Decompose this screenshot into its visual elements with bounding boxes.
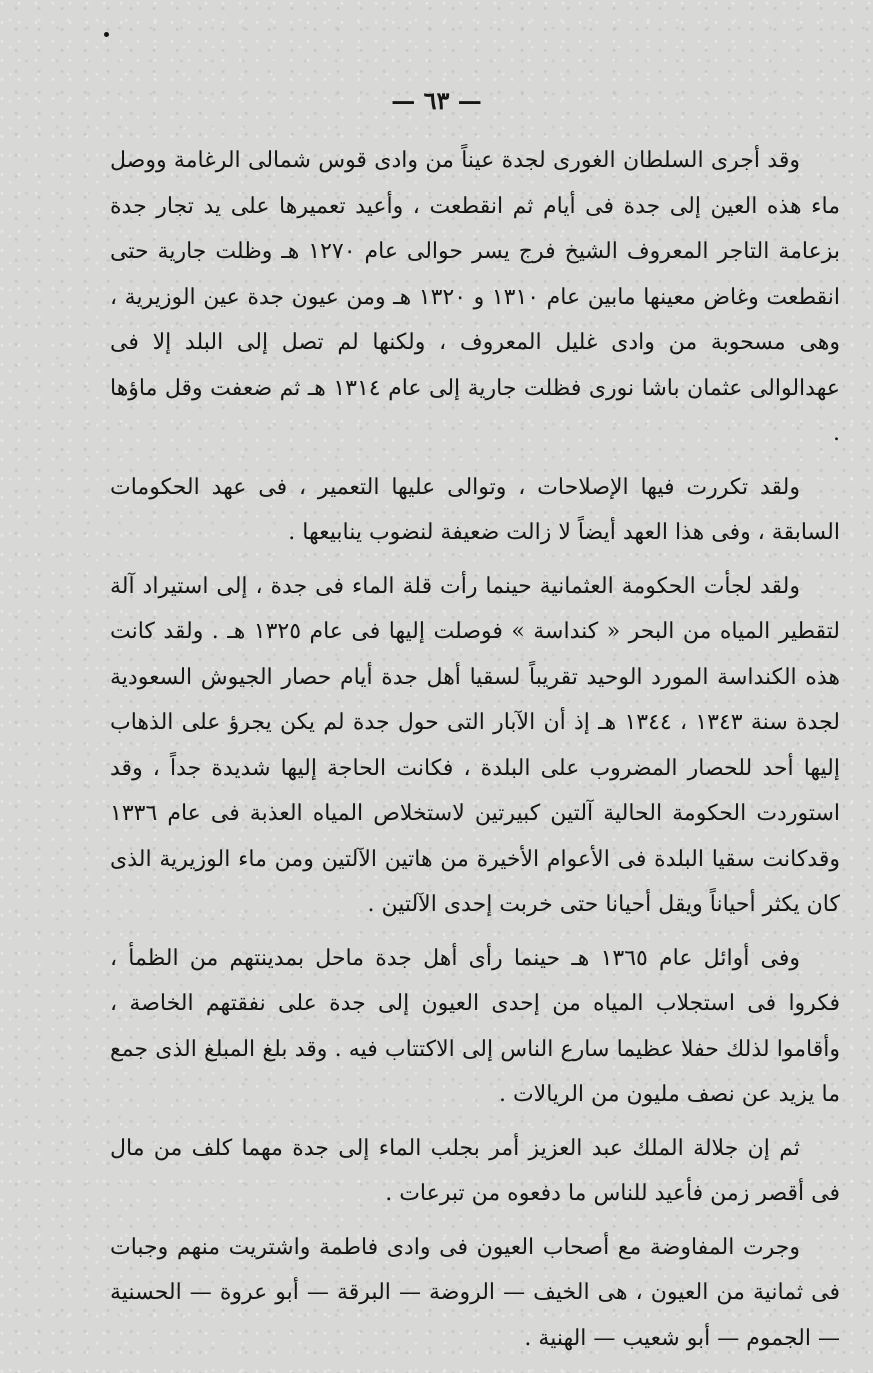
paragraph-2: ولقد تكررت فيها الإصلاحات ، وتوالى عليها التعمير ، فى عهد الحكومات السابقة ، وفى هذا العهد أيضاً لا زالت ضعيفة لنضوب ينابيعها .: [110, 474, 840, 545]
paragraph-3: ولقد لجأت الحكومة العثمانية حينما رأت قلة الماء فى جدة ، إلى استيراد آلة لتقطير المياه من البحر « كنداسة » فوصلت إليها فى عام ١٣٢٥ هـ . ولقد كانت هذه الكنداسة المورد الوحيد تقريباً لسقيا أهل جدة أيام حصار الجيوش السعودية لجدة سنة ١٣٤٣ ، ١٣٤٤ هـ إذ أن الآبار التى حول جدة لم يكن يجرؤ على الذهاب إليها أحد للحصار المضروب على البلدة ، فكانت الحاجة إليها شديدة جداً ، وقد استوردت الحكومة الحالية آلتين كبيرتين لاستخلاص المياه العذبة فى عام ١٣٣٦ وقدكانت سقيا البلدة فى الأعوام الأخيرة من هاتين الآلتين ومن ماء الوزيرية الذى كان يكثر أحياناً ويقل أحيانا حتى خربت إحدى الآلتين .: [110, 573, 841, 917]
paragraph-6: وجرت المفاوضة مع أصحاب العيون فى وادى فاطمة واشتريت منهم وجبات فى ثمانية من العيون ، هى الخيف — الروضة — البرقة — أبو عروة — الحسنية — الجموم — أبو شعيب — الهنية .: [110, 1234, 840, 1351]
ink-speck: [104, 32, 109, 37]
page-number: — ٦٣ —: [391, 86, 482, 115]
paragraph-1: وقد أجرى السلطان الغورى لجدة عيناً من وادى قوس شمالى الرغامة ووصل ماء هذه العين إلى جدة فى أيام ثم انقطعت ، وأعيد تعميرها على يد تجار جدة بزعامة التاجر المعروف الشيخ فرج يسر حوالى عام ١٢٧٠ هـ وظلت جارية حتى انقطعت وغاض معينها مابين عام ١٣١٠ و ١٣٢٠ هـ ومن عيون جدة عين الوزيرية ، وهى مسحوبة من وادى غليل المعروف ، ولكنها لم تصل إلى البلد إلا فى عهدالوالى عثمان باشا نورى فظلت جارية إلى عام ١٣١٤ هـ ثم ضعفت وقل ماؤها .: [110, 148, 840, 446]
paragraph-5: ثم إن جلالة الملك عبد العزيز أمر بجلب الماء إلى جدة مهما كلف من مال فى أقصر زمن فأعيد للناس ما دفعوه من تبرعات .: [110, 1135, 840, 1206]
body-text: [110, 138, 840, 1369]
paragraph-4: وفى أوائل عام ١٣٦٥ هـ حينما رأى أهل جدة ماحل بمدينتهم من الظمأ ، فكروا فى استجلاب المياه من إحدى العيون إلى جدة على نفقتهم الخاصة ، وأقاموا لذلك حفلا عظيما سارع الناس إلى الاكتتاب فيه . وقد بلغ المبلغ الذى جمع ما يزيد عن نصف مليون من الريالات .: [110, 945, 840, 1107]
